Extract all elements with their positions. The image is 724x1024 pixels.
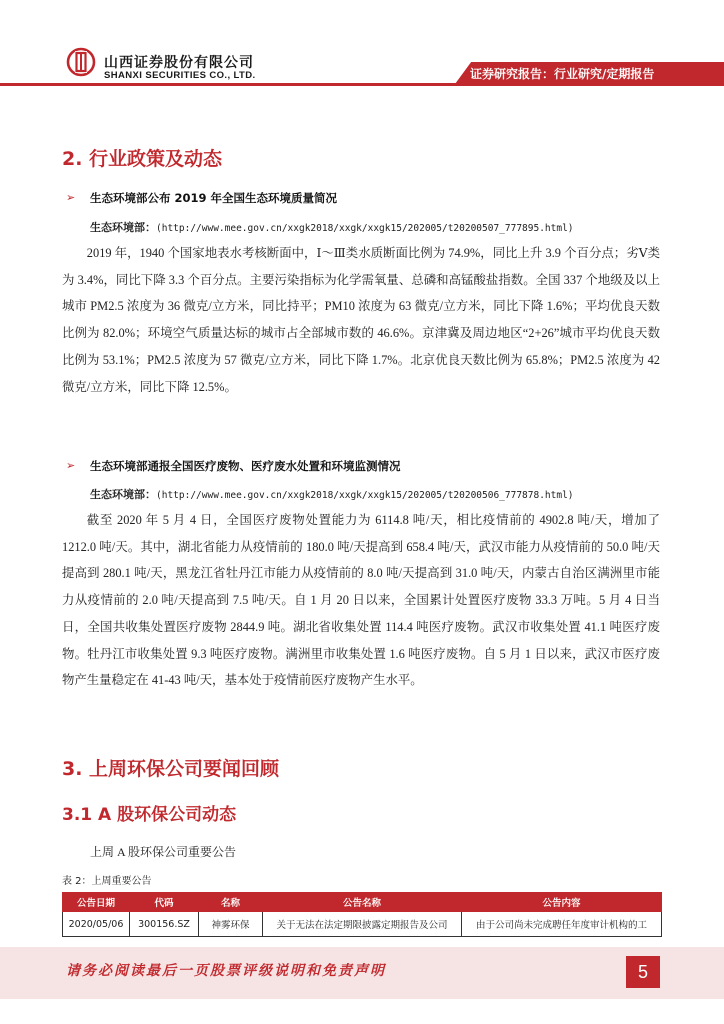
column-header: 公告日期 [63, 893, 130, 912]
announcement-table [62, 892, 662, 937]
page-number: 5 [637, 962, 648, 982]
table-cell: 由于公司尚未完成聘任年度审计机构的工 [462, 912, 662, 937]
table-caption: 表 2：上周重要公告 [62, 876, 152, 887]
table-cell: 关于无法在法定期限披露定期报告及公司 [263, 912, 462, 937]
column-header: 公告名称 [263, 893, 462, 912]
news-item-body [62, 240, 660, 400]
table-cell: 神雾环保 [199, 912, 263, 937]
column-header: 公告内容 [462, 893, 662, 912]
source-link[interactable]: (http://www.mee.gov.cn/xxgk2018/xxgk/xxgk15/202005/t20200506_777878.html) [156, 490, 574, 501]
report-type-label: 证券研究报告：行业研究/定期报告 [470, 67, 655, 81]
table-row [63, 912, 662, 937]
company-logo-icon [66, 47, 96, 77]
source-label: 生态环境部： [90, 488, 156, 501]
table-header-row [63, 893, 662, 912]
source-link[interactable]: (http://www.mee.gov.cn/xxgk2018/xxgk/xxgk15/202005/t20200507_777895.html) [156, 223, 574, 234]
bullet-arrow-icon: ➢ [66, 460, 76, 472]
news-item-title: 生态环境部通报全国医疗废物、医疗废水处置和环境监测情况 [90, 459, 401, 473]
footer-disclaimer: 请务必阅读最后一页股票评级说明和免责声明 [66, 963, 386, 979]
header-divider [0, 83, 724, 86]
table-cell: 300156.SZ [130, 912, 199, 937]
news-item-source [90, 219, 574, 235]
bullet-arrow-icon: ➢ [66, 192, 76, 204]
announcement-intro: 上周 A 股环保公司重要公告 [90, 845, 237, 859]
source-label: 生态环境部： [90, 221, 156, 234]
news-paragraph: 截至 2020 年 5 月 4 日，全国医疗废物处置能力为 6114.8 吨/天，相比疫情前的 4902.8 吨/天，增加了 1212.0 吨/天。其中，湖北省能力从疫情前的 180.0 吨/天提高到 658.4 吨/天，武汉市能力从疫情前的 50.0 吨/天提高到 280.1 吨/天，黑龙江省牡丹江市能力从疫情前的 8.0 吨/天提高到 31.0 吨/天，内蒙古自治区满洲里市能力从疫情前的 2.0 吨/天提高到 7.5 吨/天。自 1 月 20 日以来，全国累计处置医疗废物 33.3 万吨。5 月 4 日当日，全国共收集处置医疗废物 2844.9 吨。湖北省收集处置 114.4 吨医疗废物。武汉市收集处置 41.1 吨医疗废物。牡丹江市收集处置 9.3 吨医疗废物。满洲里市收集处置 1.6 吨医疗废物。自 5 月 1 日以来，武汉市医疗废物产生量稳定在 41-43 吨/天，基本处于疫情前医疗废物产生水平。 [62, 513, 660, 688]
news-paragraph: 2019 年，1940 个国家地表水考核断面中，Ⅰ～Ⅲ类水质断面比例为 74.9%，同比上升 3.9 个百分点；劣Ⅴ类为 3.4%，同比下降 3.3 个百分点。主要污染指标为化学需氧量、总磷和高锰酸盐指数。全国 337 个地级及以上城市 PM2.5 浓度为 36 微克/立方米，同比持平；PM10 浓度为 63 微克/立方米，同比下降 1.6%；平均优良天数比例为 82.0%；环境空气质量达标的城市占全部城市数的 46.6%。京津冀及周边地区“2+26”城市平均优良天数比例为 53.1%；PM2.5 浓度为 57 微克/立方米，同比下降 1.7%。北京优良天数比例为 65.8%；PM2.5 浓度为 42 微克/立方米，同比下降 12.5%。 [62, 246, 660, 394]
subsection-3-1-title: 3.1 A 股环保公司动态 [62, 805, 237, 825]
section-3-title: 3. 上周环保公司要闻回顾 [62, 758, 280, 780]
table-cell: 2020/05/06 [63, 912, 130, 937]
company-name-cn: 山西证券股份有限公司 [104, 55, 254, 71]
column-header: 代码 [130, 893, 199, 912]
news-item-title: 生态环境部公布 2019 年全国生态环境质量简况 [90, 191, 338, 205]
news-item-body [62, 507, 660, 694]
section-2-title: 2. 行业政策及动态 [62, 148, 223, 170]
column-header: 名称 [199, 893, 263, 912]
company-name-en: SHANXI SECURITIES CO., LTD. [104, 70, 256, 81]
news-item-source [90, 486, 574, 502]
